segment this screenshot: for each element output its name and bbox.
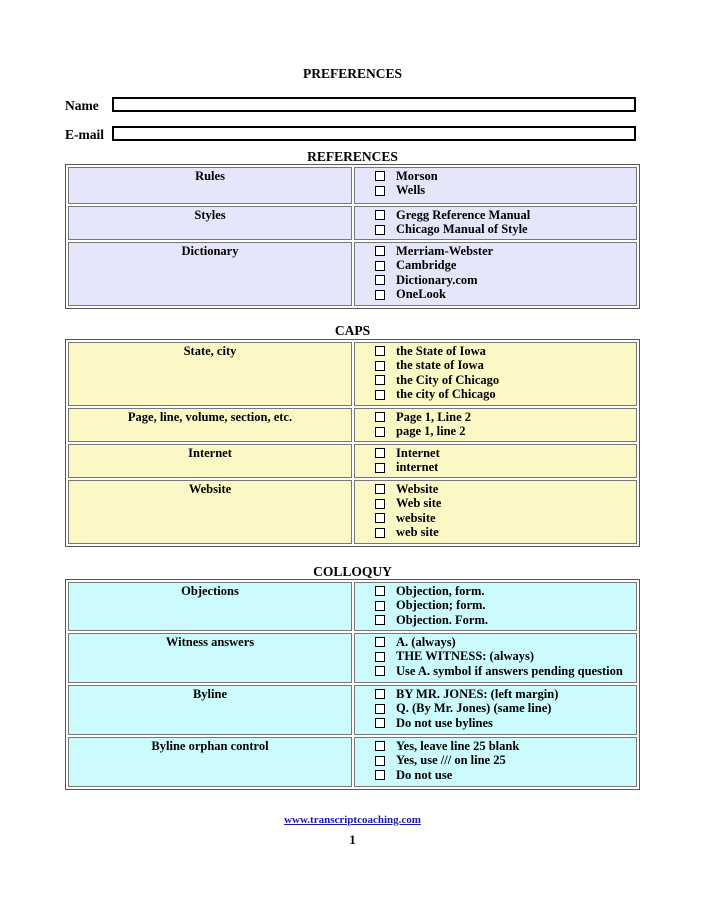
- row-options: [354, 582, 637, 631]
- checkbox[interactable]: [375, 427, 385, 437]
- checkbox[interactable]: [375, 666, 385, 676]
- checkbox[interactable]: [375, 601, 385, 611]
- option-label: Gregg Reference Manual: [396, 207, 531, 222]
- option-item[interactable]: [375, 461, 636, 476]
- checkbox[interactable]: [375, 704, 385, 714]
- option-label: website: [396, 510, 436, 525]
- checkbox[interactable]: [375, 412, 385, 422]
- row-label: Internet: [68, 444, 352, 478]
- name-field[interactable]: [112, 97, 636, 112]
- row-label: Dictionary: [68, 242, 352, 306]
- row-options: [354, 737, 637, 787]
- option-label: Website: [396, 481, 439, 496]
- row-label: Page, line, volume, section, etc.: [68, 408, 352, 442]
- option-item[interactable]: [375, 687, 636, 702]
- option-item[interactable]: [375, 664, 636, 679]
- option-item[interactable]: [375, 288, 636, 303]
- option-item[interactable]: [375, 584, 636, 599]
- row-label: Byline orphan control: [68, 737, 352, 787]
- checkbox[interactable]: [375, 448, 385, 458]
- row-label: Byline: [68, 685, 352, 735]
- table-row: [68, 242, 637, 306]
- checkbox[interactable]: [375, 718, 385, 728]
- option-label: the State of Iowa: [396, 343, 486, 358]
- checkbox[interactable]: [375, 484, 385, 494]
- checkbox[interactable]: [375, 463, 385, 473]
- option-item[interactable]: [375, 184, 636, 199]
- option-item[interactable]: [375, 446, 636, 461]
- option-label: A. (always): [396, 634, 456, 649]
- option-item[interactable]: [375, 425, 636, 440]
- option-item[interactable]: [375, 716, 636, 731]
- option-item[interactable]: [375, 410, 636, 425]
- option-item[interactable]: [375, 344, 636, 359]
- checkbox[interactable]: [375, 375, 385, 385]
- row-options: [354, 342, 637, 406]
- option-item[interactable]: [375, 511, 636, 526]
- checkbox[interactable]: [375, 290, 385, 300]
- table-row: [68, 633, 637, 683]
- checkbox[interactable]: [375, 586, 385, 596]
- option-label: Yes, use /// on line 25: [396, 753, 506, 768]
- option-item[interactable]: [375, 208, 636, 223]
- option-label: Use A. symbol if answers pending question: [396, 663, 623, 678]
- checkbox[interactable]: [375, 186, 385, 196]
- checkbox[interactable]: [375, 741, 385, 751]
- option-label: the city of Chicago: [396, 387, 496, 402]
- email-field[interactable]: [112, 126, 636, 141]
- option-item[interactable]: [375, 169, 636, 184]
- email-label: E-mail: [65, 127, 104, 142]
- checkbox[interactable]: [375, 275, 385, 285]
- option-label: Do not use: [396, 767, 453, 782]
- table-row: [68, 737, 637, 787]
- row-options: [354, 685, 637, 735]
- option-label: Chicago Manual of Style: [396, 222, 528, 237]
- option-label: Objection; form.: [396, 598, 486, 613]
- table-row: [68, 685, 637, 735]
- option-item[interactable]: [375, 359, 636, 374]
- checkbox[interactable]: [375, 346, 385, 356]
- option-item[interactable]: [375, 599, 636, 614]
- colloquy-table: [65, 579, 640, 790]
- row-label: Objections: [68, 582, 352, 631]
- option-label: internet: [396, 460, 439, 475]
- checkbox[interactable]: [375, 615, 385, 625]
- row-options: [354, 408, 637, 442]
- option-label: BY MR. JONES: (left margin): [396, 686, 559, 701]
- row-options: [354, 206, 637, 240]
- option-label: Web site: [396, 496, 442, 511]
- option-item[interactable]: [375, 739, 636, 754]
- checkbox[interactable]: [375, 361, 385, 371]
- checkbox[interactable]: [375, 171, 385, 181]
- row-options: [354, 242, 637, 306]
- option-item[interactable]: [375, 635, 636, 650]
- option-label: Cambridge: [396, 258, 457, 273]
- row-options: [354, 633, 637, 683]
- checkbox[interactable]: [375, 637, 385, 647]
- option-label: the state of Iowa: [396, 358, 484, 373]
- checkbox[interactable]: [375, 225, 385, 235]
- option-item[interactable]: [375, 259, 636, 274]
- table-row: [68, 342, 637, 406]
- checkbox[interactable]: [375, 689, 385, 699]
- option-item[interactable]: [375, 613, 636, 628]
- section-title-colloquy: COLLOQUY: [313, 564, 392, 579]
- option-label: THE WITNESS: (always): [396, 649, 534, 664]
- option-item[interactable]: [375, 373, 636, 388]
- option-label: Morson: [396, 168, 438, 183]
- row-label: Website: [68, 480, 352, 544]
- option-label: OneLook: [396, 287, 447, 302]
- option-label: Yes, leave line 25 blank: [396, 738, 520, 753]
- option-label: Q. (By Mr. Jones) (same line): [396, 701, 552, 716]
- option-item[interactable]: [375, 526, 636, 541]
- checkbox[interactable]: [375, 246, 385, 256]
- option-label: Do not use bylines: [396, 715, 493, 730]
- option-item[interactable]: [375, 702, 636, 717]
- row-label: Witness answers: [68, 633, 352, 683]
- page-number: 1: [349, 833, 356, 847]
- section-title-caps: CAPS: [334, 323, 371, 338]
- row-label: State, city: [68, 342, 352, 406]
- option-item[interactable]: [375, 768, 636, 783]
- table-row: [68, 167, 637, 204]
- option-label: Merriam-Webster: [396, 243, 494, 258]
- checkbox[interactable]: [375, 528, 385, 538]
- option-label: Objection. Form.: [396, 612, 488, 627]
- checkbox[interactable]: [375, 652, 385, 662]
- option-item[interactable]: [375, 223, 636, 238]
- row-options: [354, 480, 637, 544]
- option-label: Dictionary.com: [396, 272, 478, 287]
- table-row: [68, 444, 637, 478]
- checkbox[interactable]: [375, 210, 385, 220]
- option-item[interactable]: [375, 650, 636, 665]
- page-title: PREFERENCES: [302, 66, 402, 81]
- section-title-references: REFERENCES: [307, 149, 398, 164]
- website-link[interactable]: www.transcriptcoaching.com: [284, 814, 421, 826]
- option-item[interactable]: [375, 754, 636, 769]
- checkbox[interactable]: [375, 261, 385, 271]
- option-label: Page 1, Line 2: [396, 409, 471, 424]
- row-options: [354, 444, 637, 478]
- option-item[interactable]: [375, 273, 636, 288]
- name-label: Name: [65, 98, 99, 113]
- table-row: [68, 480, 637, 544]
- option-item[interactable]: [375, 497, 636, 512]
- caps-table: [65, 339, 640, 547]
- option-label: Wells: [396, 183, 426, 198]
- table-row: [68, 206, 637, 240]
- row-label: Styles: [68, 206, 352, 240]
- row-options: [354, 167, 637, 204]
- row-label: Rules: [68, 167, 352, 204]
- option-item[interactable]: [375, 388, 636, 403]
- option-label: page 1, line 2: [396, 424, 466, 439]
- checkbox[interactable]: [375, 770, 385, 780]
- option-item[interactable]: [375, 244, 636, 259]
- table-row: [68, 408, 637, 442]
- table-row: [68, 582, 637, 631]
- references-table: [65, 164, 640, 309]
- option-label: web site: [396, 525, 439, 540]
- checkbox[interactable]: [375, 513, 385, 523]
- option-label: the City of Chicago: [396, 372, 500, 387]
- checkbox[interactable]: [375, 756, 385, 766]
- option-label: Objection, form.: [396, 583, 485, 598]
- checkbox[interactable]: [375, 390, 385, 400]
- option-label: Internet: [396, 445, 440, 460]
- option-item[interactable]: [375, 482, 636, 497]
- checkbox[interactable]: [375, 499, 385, 509]
